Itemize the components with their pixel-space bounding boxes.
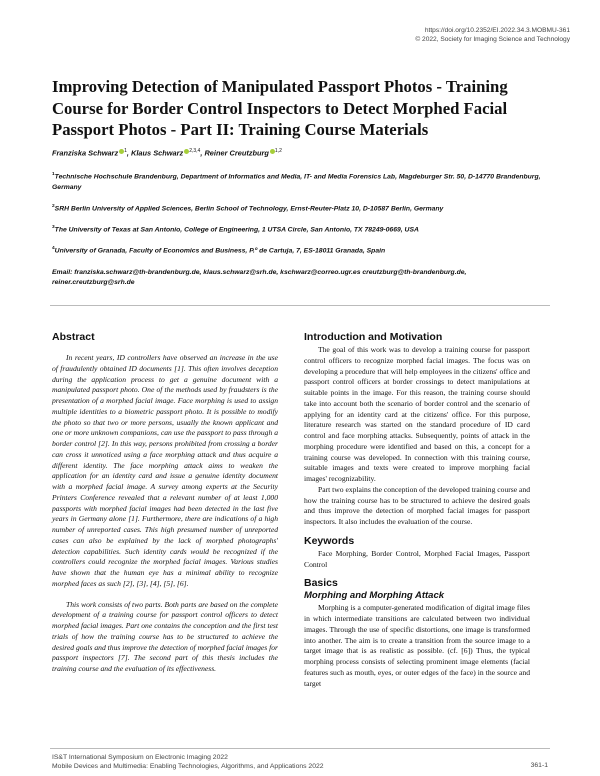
- page-number: 361-1: [530, 762, 548, 769]
- intro-paragraph: The goal of this work was to develop a training course for passport control officers to recognize morphed facial images. The focus was on developing a procedure that will help employees in the citizens' office and passport control officers at border crossings to detect manipulations at suitable points in the image. For this reason, the training course should take into account both the scenario of border control and the scenario of applying for an identity card at the citizens' office. For this purpose, literature research was started on the standard procedure of ID card control and face morphing attacks. Subsequently, points of attack in the morphing procedure were identified and based on this, a concept for a training course was developed. In connection with this training course, suitable images and texts were created to improve morphing facial images' recognizability.: [304, 345, 530, 483]
- doi-header: [415, 26, 570, 44]
- affiliation-2: [52, 202, 542, 215]
- basics-heading: Basics: [304, 577, 338, 590]
- footer-symposium: IS&T International Symposium on Electronic Imaging 2022: [52, 754, 228, 761]
- intro-paragraph: Part two explains the conception of the developed training course and how the training course has to be structured to achieve the desired goals and thus improve the detection of morphed facial images for passport inspectors. It also includes the evaluation of the course.: [304, 484, 530, 526]
- affiliation-mark: 3: [52, 225, 55, 230]
- affiliation-4: [52, 244, 542, 257]
- affiliation-text: SRH Berlin University of Applied Sciences, Berlin School of Technology, Ernst-Reuter-Platz 10, D-10587 Berlin, Germany: [54, 205, 444, 213]
- author-emails[interactable]: Email: franziska.schwarz@th-brandenburg.de, klaus.schwarz@srh.de, kschwarz@correo.ugr.es creutzburg@th-brandenburg.de, reiner.creutzburg@srh.de: [52, 269, 467, 287]
- affiliation-text: University of Granada, Faculty of Economics and Business, P.º de Cartuja, 7, ES-18011 Granada, Spain: [54, 247, 386, 255]
- affiliation-1: [52, 170, 542, 193]
- affiliation-text: The University of Texas at San Antonio, College of Engineering, 1 UTSA Circle, San Antonio, TX 78249-0669, USA: [54, 226, 419, 234]
- affiliation-mark: 1: [52, 172, 55, 177]
- keywords-heading: Keywords: [304, 534, 355, 547]
- author-affiliation-mark: 1,2: [274, 148, 282, 154]
- affiliation-mark: 4: [52, 246, 55, 251]
- affiliation-3: [52, 223, 542, 236]
- morphing-subheading: Morphing and Morphing Attack: [304, 590, 445, 602]
- footer-venue: [52, 753, 472, 771]
- author-list: Franziska Schwarz $^1$, Klaus Schwarz $^{2,3,4}$, Reiner Creutzburg $^{1,2}$: [52, 148, 282, 158]
- author-name: Franziska Schwarz: [52, 148, 119, 158]
- basics-paragraph: Morphing is a computer-generated modification of digital image files in which intermediate transitions are calculated between two individual images. Through the use of specific distortions, one image is transformed into another. The aim is to create a transition from the source image to a target image that is as realistic as possible. (cf. [6]) Thus, the typical morphing process consists of selecting prominent image elements (facial features such as mouth, eyes, or outer edges of the face) in the source and target: [304, 603, 530, 688]
- abstract-paragraph: This work consists of two parts. Both parts are based on the complete development of a training course for passport control officers to detect morphed facial images. Part one contains the conception and the first test trials of how the training course has to be structured to achieve the desired goals and thus improve the detection of morphed facial images for passport inspectors [7]. The second part of this thesis includes the training course and the evaluation of its effectiveness.: [52, 599, 278, 673]
- author-name: Klaus Schwarz: [131, 148, 184, 158]
- doi-link[interactable]: https://doi.org/10.2352/EI.2022.34.3.MOBMU-361: [424, 27, 570, 34]
- right-column: [304, 331, 530, 689]
- paper-title: Improving Detection of Manipulated Passport Photos - Training Course for Border Control Inspectors to Detect Morphed Facial Passport Photos - Part II: Training Course Materials: [52, 77, 508, 139]
- abstract-heading: Abstract: [52, 331, 95, 343]
- affiliation-mark: 2: [52, 204, 55, 209]
- footer-divider: [50, 748, 550, 749]
- left-column: [52, 331, 278, 675]
- intro-heading: Introduction and Motivation: [304, 331, 443, 343]
- footer-conference: Mobile Devices and Multimedia: Enabling Technologies, Algorithms, and Applications 2022: [52, 763, 324, 770]
- copyright-notice: © 2022, Society for Imaging Science and Technology: [415, 36, 570, 43]
- author-affiliation-mark: 1: [124, 148, 127, 154]
- abstract-paragraph: In recent years, ID controllers have observed an increase in the use of fraudulently obtained ID documents [1]. This often involves deception during the application process to get a genuine document with a manipulated passport photo. One of the methods used by fraudsters is the presentation of a morphed facial image. Face morphing is used to assign multiple identities to a biometric passport photo. It is possible to modify the photo so that two or more persons, usually the known applicant and one or more unknown companions, can use the passport to pass through a border control [2]. In this way, persons prohibited from crossing a border can cross it unnoticed using a face morphing attack and thus acquire a different identity. The face morphing attack aims to weaken the application for an identity card and issue a genuine identity document with a morphed facial image. A survey among experts at the Security Printers Conference revealed that a relevant number of at least 1,000 passports with morphed facial images had been detected in the last five years in Germany alone [1]. Furthermore, there are indications of a high number of unreported cases. This high presumed number of unreported cases can also be explained by the lack of morphed photographs' detection capabilities. Such identity cards would be recognized if the controllers could recognize the morphed facial images. Various studies have shown that the human eye has a minimal ability to recognize morphed faces as such [2], [3], [4], [5], [6].: [52, 353, 278, 588]
- affiliation-text: Technische Hochschule Brandenburg, Department of Informatics and Media, IT- and Media Forensics Lab, Magdeburger Str. 50, D-14770 Brandenburg, Germany: [52, 173, 541, 191]
- header-divider: [50, 305, 550, 306]
- author-affiliation-mark: 2,3,4: [189, 148, 201, 154]
- author-name: Reiner Creutzburg: [204, 148, 269, 158]
- keywords-text: Face Morphing, Border Control, Morphed Facial Images, Passport Control: [304, 548, 530, 569]
